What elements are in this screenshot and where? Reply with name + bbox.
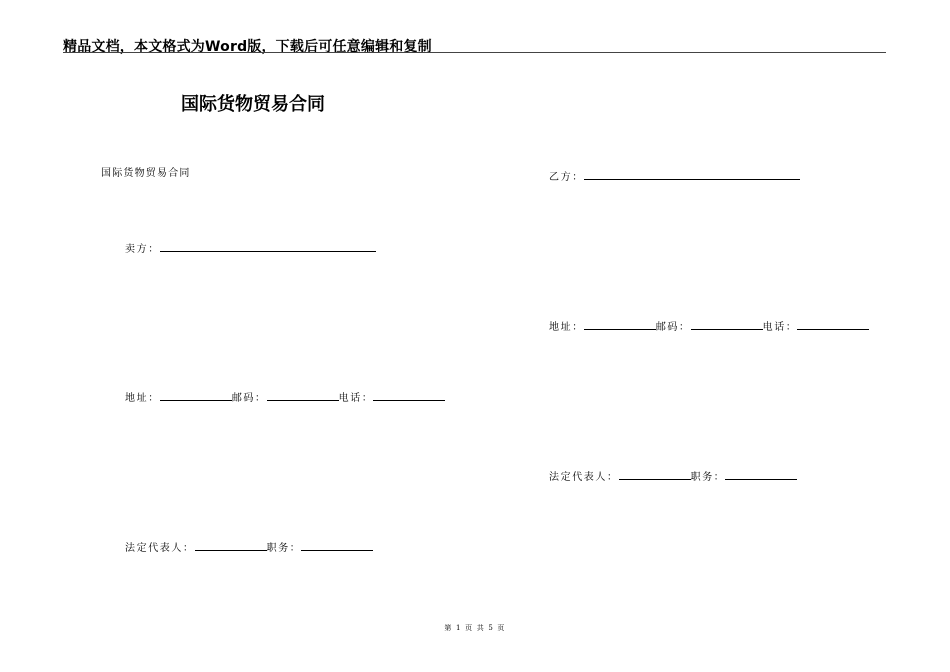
buyer-contact-line — [549, 318, 869, 333]
seller-legal-rep-field[interactable] — [195, 542, 267, 551]
page-title: 国际货物贸易合同 — [181, 94, 325, 115]
header-divider — [63, 52, 886, 53]
buyer-label: 乙方： — [549, 172, 584, 183]
seller-legal-rep-label: 法定代表人： — [125, 543, 195, 554]
buyer-postcode-field[interactable] — [691, 321, 763, 330]
buyer-position-label: 职务： — [690, 472, 726, 483]
seller-address-label: 地址： — [125, 393, 160, 404]
buyer-legal-rep-label: 法定代表人： — [549, 472, 619, 483]
seller-postcode-field[interactable] — [267, 392, 339, 401]
seller-address-field[interactable] — [160, 392, 232, 401]
seller-name-field[interactable] — [160, 243, 376, 252]
buyer-address-field[interactable] — [584, 321, 656, 330]
buyer-name-field[interactable] — [584, 171, 800, 180]
seller-position-label: 职务： — [266, 543, 302, 554]
seller-contact-line — [125, 389, 445, 404]
seller-representative-line — [125, 539, 373, 554]
seller-phone-label: 电话： — [338, 393, 374, 404]
buyer-postcode-label: 邮码： — [655, 322, 691, 333]
document-subtitle: 国际货物贸易合同 — [101, 168, 191, 179]
seller-position-field[interactable] — [301, 542, 373, 551]
document-header: 精品文档，本文格式为Word版，下载后可任意编辑和复制 — [63, 39, 432, 55]
seller-phone-field[interactable] — [373, 392, 445, 401]
buyer-legal-rep-field[interactable] — [619, 471, 691, 480]
buyer-phone-label: 电话： — [762, 322, 798, 333]
page-indicator: 第 1 页 共 5 页 — [444, 624, 506, 632]
buyer-representative-line — [549, 468, 797, 483]
buyer-address-label: 地址： — [549, 322, 584, 333]
buyer-phone-field[interactable] — [797, 321, 869, 330]
seller-postcode-label: 邮码： — [231, 393, 267, 404]
buyer-line — [549, 168, 800, 183]
seller-label: 卖方： — [125, 244, 160, 255]
seller-line — [125, 240, 376, 255]
buyer-position-field[interactable] — [725, 471, 797, 480]
